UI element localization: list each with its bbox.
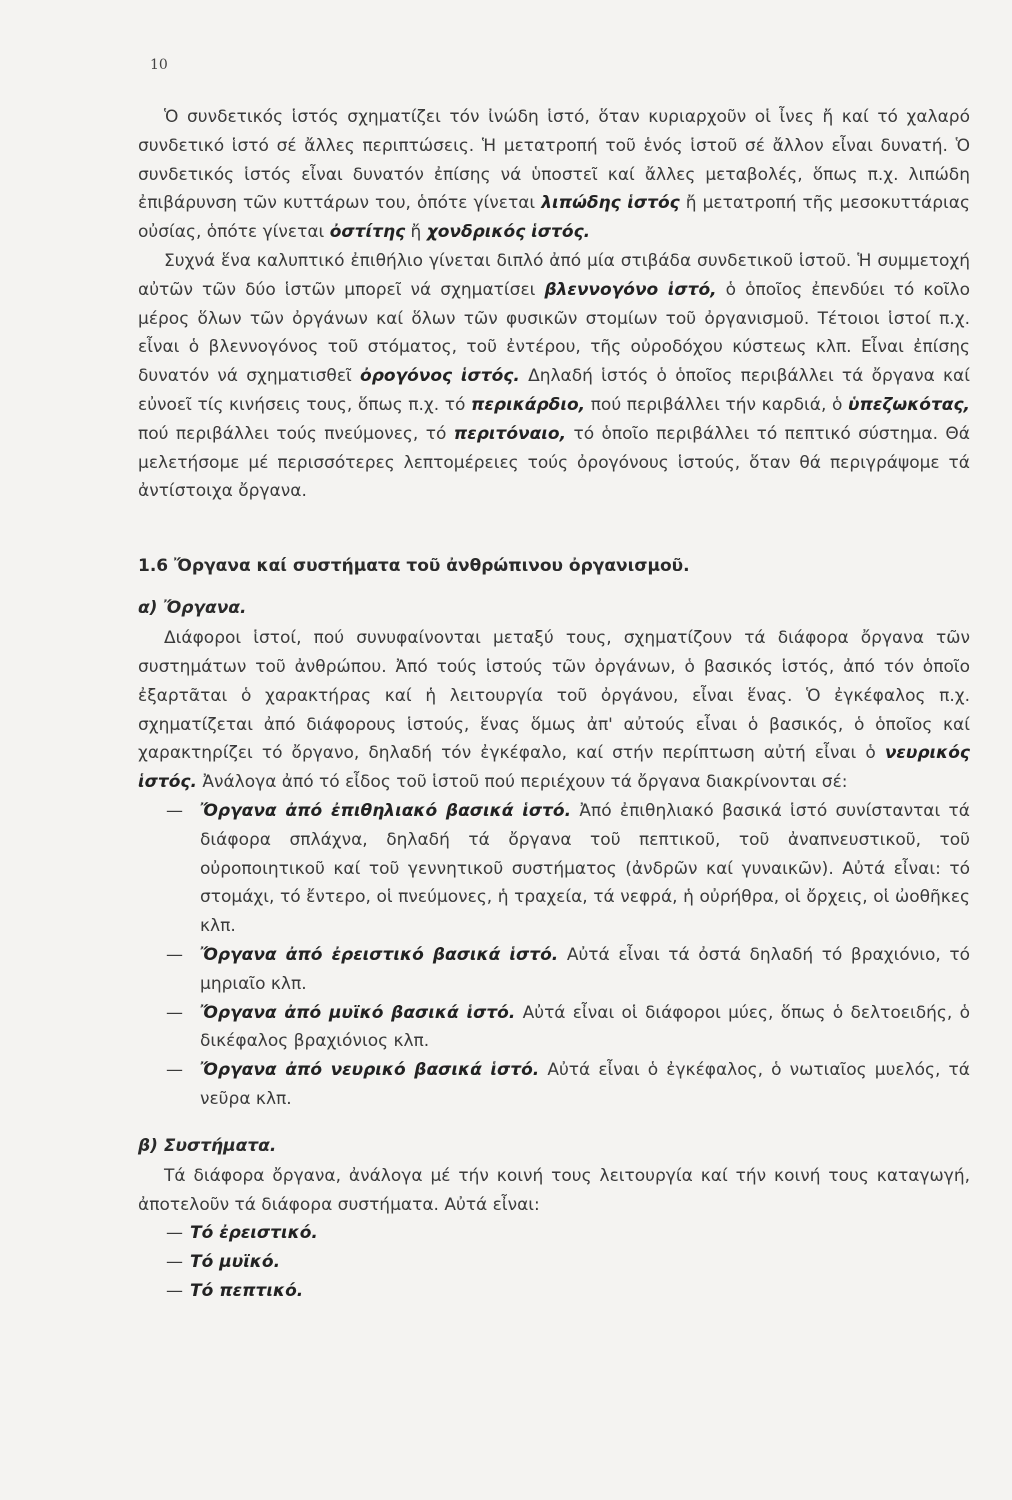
- emphasis-term: νευρικός ἱστός.: [138, 743, 970, 793]
- paragraph-connective-tissue: [138, 103, 970, 247]
- list-dash: —: [166, 800, 183, 821]
- list-dash: —: [166, 1223, 183, 1244]
- systems-subtitle: β) Συστήματα.: [138, 1135, 277, 1156]
- list-dash: —: [166, 1280, 183, 1301]
- text-run: Συχνά ἕνα καλυπτικό ἐπιθήλιο γίνεται διπλό ἀπό μία στιβάδα συνδετικοῦ ἱστοῦ. Ἡ συμμετοχή αὐτῶν τῶν δύο ἱστῶν μπορεῖ νά σχηματίσει: [138, 250, 970, 300]
- list-item-text: Αὐτά εἶναι τά ὀστά δηλαδή τό βραχιόνιο, τό μηριαῖο κλπ.: [200, 944, 970, 994]
- emphasis-term: λιπώδης ἱστός: [541, 193, 680, 214]
- list-item: [138, 1248, 970, 1277]
- emphasis-term: ὀστίτης: [329, 222, 406, 243]
- text-run: πού περιβάλλει τήν καρδιά, ὁ: [585, 394, 848, 415]
- list-item-head: Ὄργανα ἀπό μυϊκό βασικά ἱστό.: [200, 1002, 516, 1023]
- list-item-text: Τό μυϊκό.: [190, 1252, 281, 1273]
- text-run: ἤ: [405, 222, 427, 243]
- text-run: Ἀνάλογα ἀπό τό εἶδος τοῦ ἱστοῦ πού περιέχουν τά ὄργανα διακρίνονται σέ:: [196, 772, 848, 793]
- emphasis-term: ὀρογόνος ἱστός.: [360, 366, 520, 387]
- list-item: [138, 999, 970, 1057]
- section-title: 1.6 Ὄργανα καί συστήματα τοῦ ἀνθρώπινου ὀργανισμοῦ.: [138, 556, 690, 577]
- emphasis-term: περιτόναιο,: [453, 423, 567, 444]
- list-item: [138, 1056, 970, 1114]
- list-item-text: Αὐτά εἶναι οἱ διάφοροι μύες, ὅπως ὁ δελτοειδής, ὁ δικέφαλος βραχιόνιος κλπ.: [200, 1002, 970, 1052]
- list-dash: —: [166, 1252, 183, 1273]
- page-number: 10: [150, 57, 168, 73]
- text-run: ὁ ὁποῖος ἐπενδύει τό κοῖλο μέρος ὅλων τῶν ὀργάνων καί ὅλων τῶν φυσικῶν στομίων τοῦ ὀργανισμοῦ. Τέτοιοι ἱστοί π.χ. εἶναι ὁ βλεννογόνος τοῦ στόματος, τοῦ ἐντέρου, τῆς οὐροδόχου κύστεως κλπ. Εἶναι ἐπίσης δυνατόν νά σχηματισθεῖ: [138, 279, 971, 387]
- paragraph-organs-intro: [138, 624, 970, 797]
- text-run: ἤ μετατροπή τῆς μεσοκυττάριας οὐσίας, ὁπότε γίνεται: [138, 193, 970, 243]
- list-item: [138, 941, 970, 999]
- paragraph-systems-intro: Τά διάφορα ὄργανα, ἀνάλογα μέ τήν κοινή τους λειτουργία καί τήν κοινή τους καταγωγή, ἀποτελοῦν τά διάφορα συστήματα. Αὐτά εἶναι:: [138, 1165, 970, 1215]
- systems-list: [138, 1219, 970, 1305]
- paragraph-mucous-serous: [138, 247, 970, 506]
- text-run: πού περιβάλλει τούς πνεύμονες, τό: [138, 423, 454, 444]
- list-item-text: Αὐτά εἶναι ὁ ἐγκέφαλος, ὁ νωτιαῖος μυελός, τά νεῦρα κλπ.: [200, 1060, 970, 1109]
- list-item-head: Ὄργανα ἀπό ἐπιθηλιακό βασικά ἱστό.: [200, 800, 572, 821]
- list-item-text: Τό ἐρειστικό.: [190, 1223, 318, 1244]
- list-item: [138, 797, 970, 941]
- list-item-text: Τό πεπτικό.: [190, 1280, 304, 1301]
- text-run: Δηλαδή ἱστός ὁ ὁποῖος περιβάλλει τά ὄργανα καί εὐνοεῖ τίς κινήσεις τους, ὅπως π.χ. τό: [138, 366, 971, 415]
- emphasis-term: βλεννογόνο ἱστό,: [544, 279, 717, 300]
- text-run: Ὁ συνδετικός ἱστός σχηματίζει τόν ἰνώδη ἱστό, ὅταν κυριαρχοῦν οἱ ἶνες ἤ καί τό χαλαρό συνδετικό ἱστό σέ ἄλλες περιπτώσεις. Ἡ μετατροπή τοῦ ἑνός ἱστοῦ σέ ἄλλον εἶναι δυνατή. Ὁ συνδετικός ἱστός εἶναι δυνατόν ἐπίσης νά ὑποστεῖ καί ἄλλες μεταβολές, ὅπως π.χ. λιπώδη ἐπιβάρυνση τῶν κυττάρων του, ὁπότε γίνεται: [138, 107, 970, 214]
- list-item-head: Ὄργανα ἀπό νευρικό βασικά ἱστό.: [200, 1060, 540, 1081]
- organs-subtitle: α) Ὄργανα.: [138, 598, 247, 619]
- emphasis-term: περικάρδιο,: [471, 394, 586, 415]
- list-dash: —: [166, 1060, 183, 1081]
- emphasis-term: ὑπεζωκότας,: [847, 394, 971, 415]
- organ-types-list: [138, 797, 970, 1114]
- list-item-head: Ὄργανα ἀπό ἐρειστικό βασικά ἱστό.: [200, 944, 559, 965]
- list-dash: —: [166, 944, 183, 965]
- list-item-text: Ἀπό ἐπιθηλιακό βασικά ἱστό συνίστανται τά διάφορα σπλάχνα, δηλαδή τά ὄργανα τοῦ πεπτικοῦ, τοῦ ἀναπνευστικοῦ, τοῦ οὐροποιητικοῦ καί τοῦ γεννητικοῦ συστήματος (ἀνδρῶν καί γυναικῶν). Αὐτά εἶναι: τό στομάχι, τό ἔντερο, οἱ πνεύμονες, ἡ τραχεία, τά νεφρά, ἡ οὐρήθρα, οἱ ὄρχεις, οἱ ὠοθῆκες κλπ.: [200, 800, 970, 937]
- page-content: [138, 103, 970, 1306]
- list-dash: —: [166, 1002, 183, 1023]
- text-run: Διάφοροι ἱστοί, πού συνυφαίνονται μεταξύ τους, σχηματίζουν τά διάφορα ὄργανα τῶν συστημάτων τοῦ ἀνθρώπου. Ἀπό τούς ἱστούς τῶν ὀργάνων, ὁ βασικός ἱστός, ἀπό τόν ὁποῖο ἐξαρτᾶται ὁ χαρακτήρας καί ἡ λειτουργία τοῦ ὀργάνου, εἶναι ἕνας. Ὁ ἐγκέφαλος π.χ. σχηματίζεται ἀπό διάφορους ἱστούς, ἕνας ὅμως ἀπ' αὐτούς εἶναι ὁ βασικός, ὁ ὁποῖος καί χαρακτηρίζει τό ὄργανο, δηλαδή τόν ἐγκέφαλο, καί στήν περίπτωση αὐτή εἶναι ὁ: [138, 628, 970, 764]
- emphasis-term: χονδρικός ἱστός.: [426, 222, 591, 243]
- list-item: [138, 1219, 970, 1248]
- text-run: τό ὁποῖο περιβάλλει τό πεπτικό σύστημα. Θά μελετήσομε μέ περισσότερες λεπτομέρειες τούς ὀρογόνους ἱστούς, ὅταν θά περιγράψομε τά ἀντίστοιχα ὄργανα.: [138, 423, 970, 502]
- list-item: [138, 1277, 970, 1306]
